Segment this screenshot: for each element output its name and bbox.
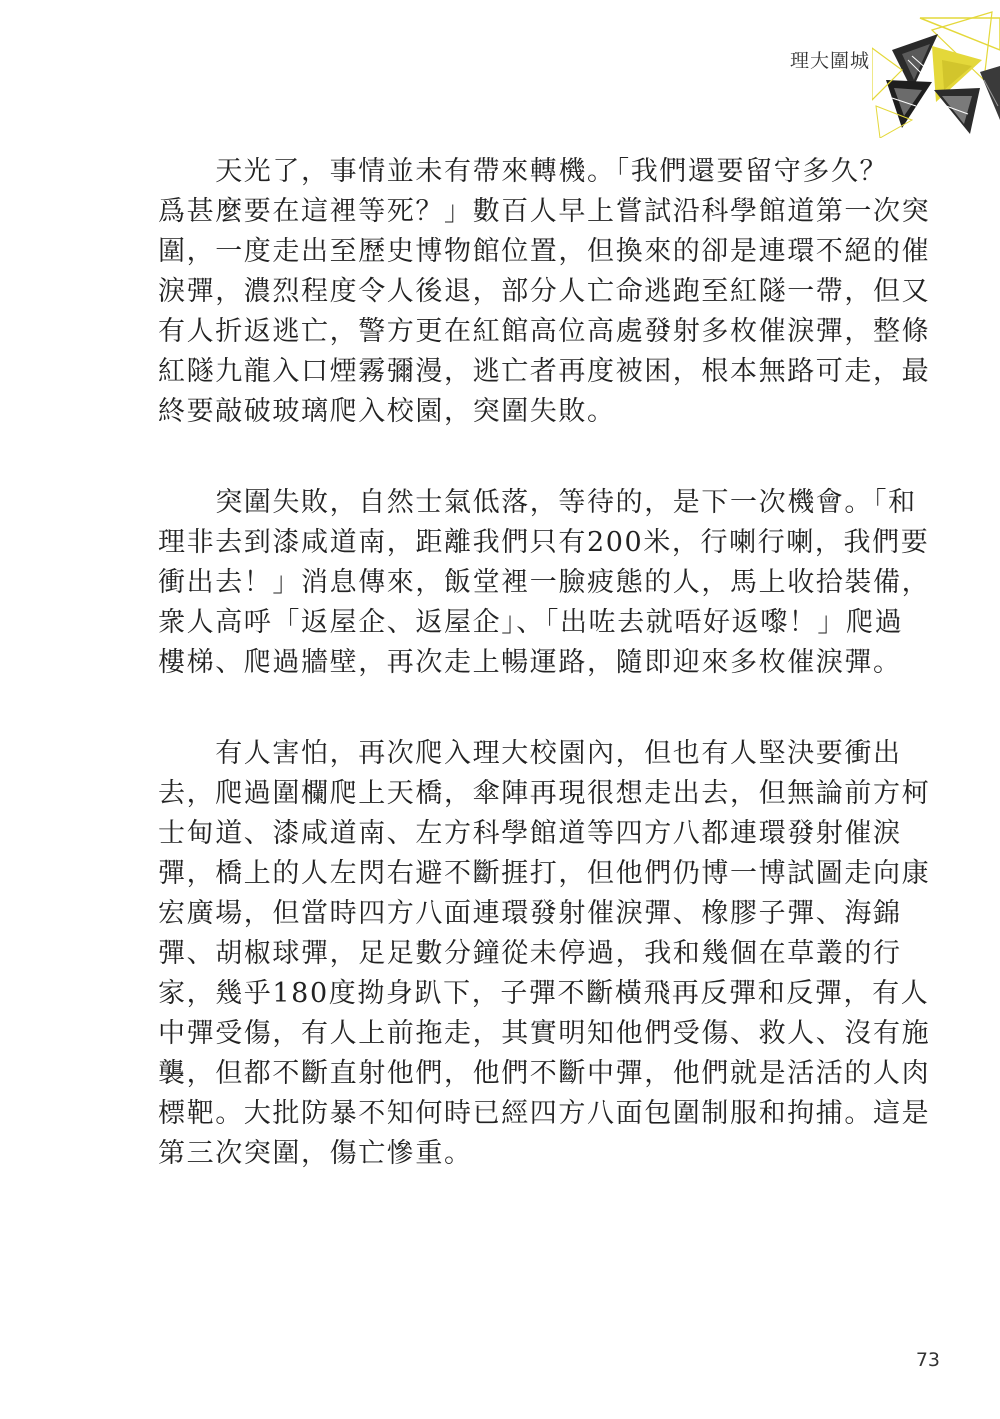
text-line: 樓梯、爬過牆壁，再次走上暢運路，隨即迎來多枚催淚彈。 bbox=[158, 647, 902, 678]
text-line: 家，幾乎180度拗身趴下，子彈不斷橫飛再反彈和反彈，有人 bbox=[158, 978, 930, 1009]
running-head-title: 理大圍城 bbox=[789, 50, 870, 72]
text-line: 圍，一度走出至歷史博物館位置，但換來的卻是連環不絕的催 bbox=[158, 236, 931, 267]
paragraph-1 bbox=[158, 152, 931, 432]
text-line: 理非去到漆咸道南，距離我們只有200米，行喇行喇，我們要 bbox=[158, 527, 930, 558]
text-line: 士甸道、漆咸道南、左方科學館道等四方八都連環發射催淚 bbox=[158, 818, 902, 849]
body-text bbox=[158, 152, 931, 1225]
text-line: 有人折返逃亡，警方更在紅館高位高處發射多枚催淚彈，整條 bbox=[158, 316, 931, 347]
text-line: 中彈受傷，有人上前拖走，其實明知他們受傷、救人、沒有施 bbox=[158, 1018, 931, 1049]
text-line: 第三次突圍，傷亡慘重。 bbox=[158, 1138, 473, 1169]
text-line: 終要敲破玻璃爬入校園，突圍失敗。 bbox=[158, 396, 616, 427]
paragraph-2 bbox=[158, 483, 931, 683]
text-line: 襲，但都不斷直射他們，他們不斷中彈，他們就是活活的人肉 bbox=[158, 1058, 931, 1089]
paragraph-3 bbox=[158, 734, 931, 1174]
text-line: 去，爬過圍欄爬上天橋，傘陣再現很想走出去，但無論前方柯 bbox=[158, 778, 931, 809]
text-line: 衝出去！」消息傳來，飯堂裡一臉疲態的人，馬上收拾裝備， bbox=[158, 567, 931, 598]
text-line: 衆人高呼「返屋企、返屋企」、「出咗去就唔好返嚟！」爬過 bbox=[158, 607, 904, 638]
text-line: 紅隧九龍入口煙霧彌漫，逃亡者再度被困，根本無路可走，最 bbox=[158, 356, 931, 387]
text-line: 天光了，事情並未有帶來轉機。「我們還要留守多久？ bbox=[158, 156, 889, 187]
text-line: 突圍失敗，自然士氣低落，等待的，是下一次機會。「和 bbox=[158, 487, 917, 518]
text-line: 宏廣場，但當時四方八面連環發射催淚彈、橡膠子彈、海錦 bbox=[158, 898, 902, 929]
text-line: 彈，橋上的人左閃右避不斷捱打，但他們仍博一博試圖走向康 bbox=[158, 858, 931, 889]
text-line: 有人害怕，再次爬入理大校園內，但也有人堅決要衝出 bbox=[158, 738, 902, 769]
text-line: 標靶。大批防暴不知何時已經四方八面包圍制服和拘捕。這是 bbox=[158, 1098, 931, 1129]
triangles-mosaic-icon bbox=[872, 10, 1000, 138]
page-number: 73 bbox=[915, 1349, 940, 1371]
text-line: 淚彈，濃烈程度令人後退，部分人亡命逃跑至紅隧一帶，但又 bbox=[158, 276, 931, 307]
text-line: 彈、胡椒球彈，足足數分鐘從未停過，我和幾個在草叢的行 bbox=[158, 938, 902, 969]
text-line: 爲甚麼要在這裡等死？」數百人早上嘗試沿科學館道第一次突 bbox=[158, 196, 931, 227]
